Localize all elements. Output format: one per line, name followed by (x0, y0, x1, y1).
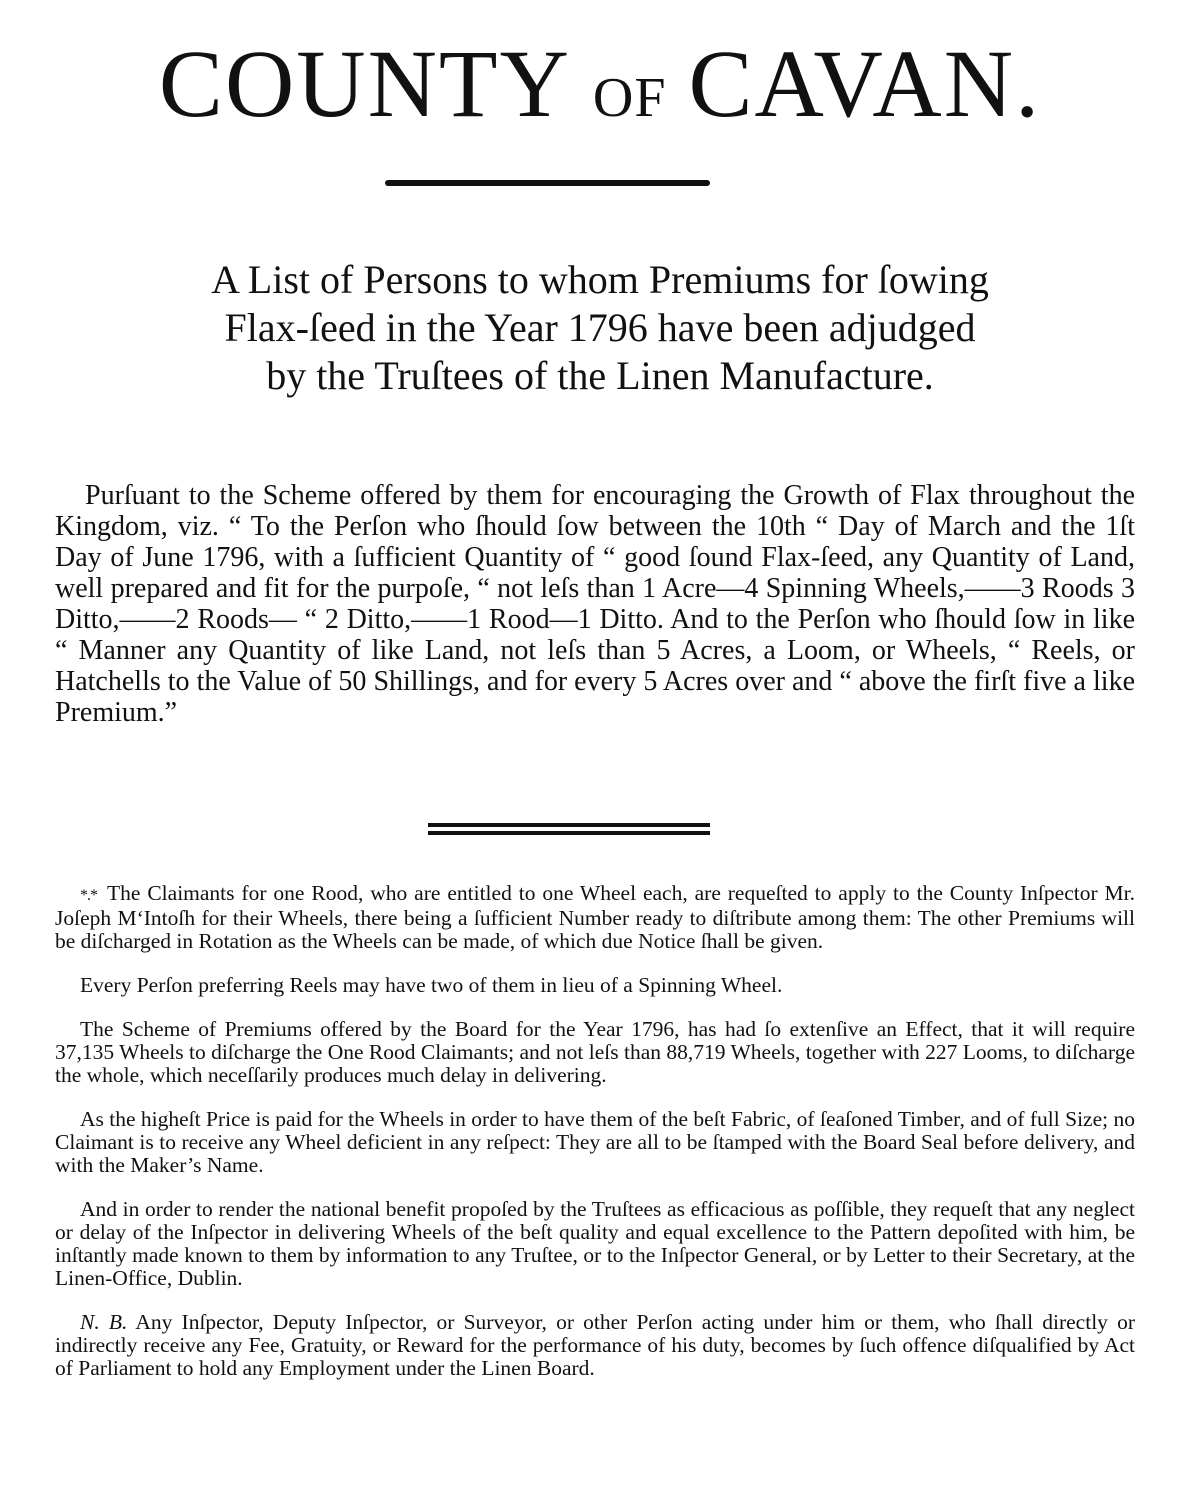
title-county: COUNTY (158, 30, 571, 137)
page-title (0, 30, 1200, 137)
asterism-mark: *.* (80, 887, 97, 904)
list-heading-line-3: by the Truſtees of the Linen Manufacture. (266, 353, 934, 398)
title-cavan: CAVAN. (688, 30, 1042, 137)
notice-inspector-neglect: And in order to render the national benefit propoſed by the Truſtees as efficacious as poſſible, they requeſt that any neglect or delay of the Inſpector in delivering Wheels of the beſt quality and equal excellence to the Pattern depoſited with him, be inſtantly made known to them by information to any Truſtee, or to the Inſpector General, or by Letter to their Secretary, at the Linen-Office, Dublin. (55, 1197, 1135, 1290)
section-divider (428, 823, 710, 839)
notice-scheme-effect: The Scheme of Premiums offered by the Board for the Year 1796, has had ſo extenſive an Effect, that it will require 37,135 Wheels to diſcharge the One Rood Claimants; and not leſs than 88,719 Wheels, together with 227 Looms, to diſcharge the whole, which neceſſarily produces much delay in delivering. (55, 1017, 1135, 1087)
section-divider-bar-bottom (428, 831, 710, 835)
title-of: OF (592, 67, 667, 129)
list-heading-line-2: Flax-ſeed in the Year 1796 have been adjudged (224, 305, 976, 350)
section-divider-bar-top (428, 823, 710, 827)
notice-reels: Every Perſon preferring Reels may have two of them in lieu of a Spinning Wheel. (80, 973, 783, 997)
scheme-paragraph-text: Purſuant to the Scheme offered by them for encouraging the Growth of Flax throughout the Kingdom, viz. “ To the Perſon who ſhould ſow between the 10th “ Day of March and the 1ſt Day of June 1796, with a ſufficient Quantity of “ good ſound Flax-ſeed, any Quantity of Land, well prepared and fit for the purpoſe, “ not leſs than 1 Acre—4 Spinning Wheels,——3 Roods 3 Ditto,——2 Roods— “ 2 Ditto,——1 Rood—1 Ditto. And to the Perſon who ſhould ſow in like “ Manner any Quantity of like Land, not leſs than 5 Acres, a Loom, or Wheels, “ Reels, or Hatchells to the Value of 50 Shillings, and for every 5 Acres over and “ above the firſt five a like Premium.” (55, 480, 1135, 728)
title-divider (385, 180, 710, 186)
notice-nota-bene (55, 1311, 1135, 1380)
list-heading (40, 256, 1160, 400)
notice-wheel-quality: As the higheſt Price is paid for the Wheels in order to have them of the beſt Fabric, of ſeaſoned Timber, and of full Size; no Claimant is to receive any Wheel deficient in any reſpect: They are all to be ſtamped with the Board Seal before delivery, and with the Maker’s Name. (55, 1107, 1135, 1177)
nota-bene-label: N. B. (80, 1310, 128, 1334)
notice-claimants-text: The Claimants for one Rood, who are entitled to one Wheel each, are requeſted to apply to the County Inſpector Mr. Joſeph M‘Intoſh for their Wheels, there being a ſufficient Number ready to diſtribute among them: The other Premiums will be diſcharged in Rotation as the Wheels can be made, of which due Notice ſhall be given. (55, 881, 1135, 953)
list-heading-line-1: A List of Persons to whom Premiums for ſowing (211, 257, 989, 302)
nota-bene-text: Any Inſpector, Deputy Inſpector, or Surveyor, or other Perſon acting under him or them, who ſhall directly or indirectly receive any Fee, Gratuity, or Reward for the performance of his duty, becomes by ſuch offence diſqualified by Act of Parliament to hold any Employment under the Linen Board. (55, 1310, 1135, 1380)
notices-section (55, 882, 1135, 1401)
notice-claimants (55, 882, 1135, 953)
scheme-paragraph (55, 480, 1135, 728)
